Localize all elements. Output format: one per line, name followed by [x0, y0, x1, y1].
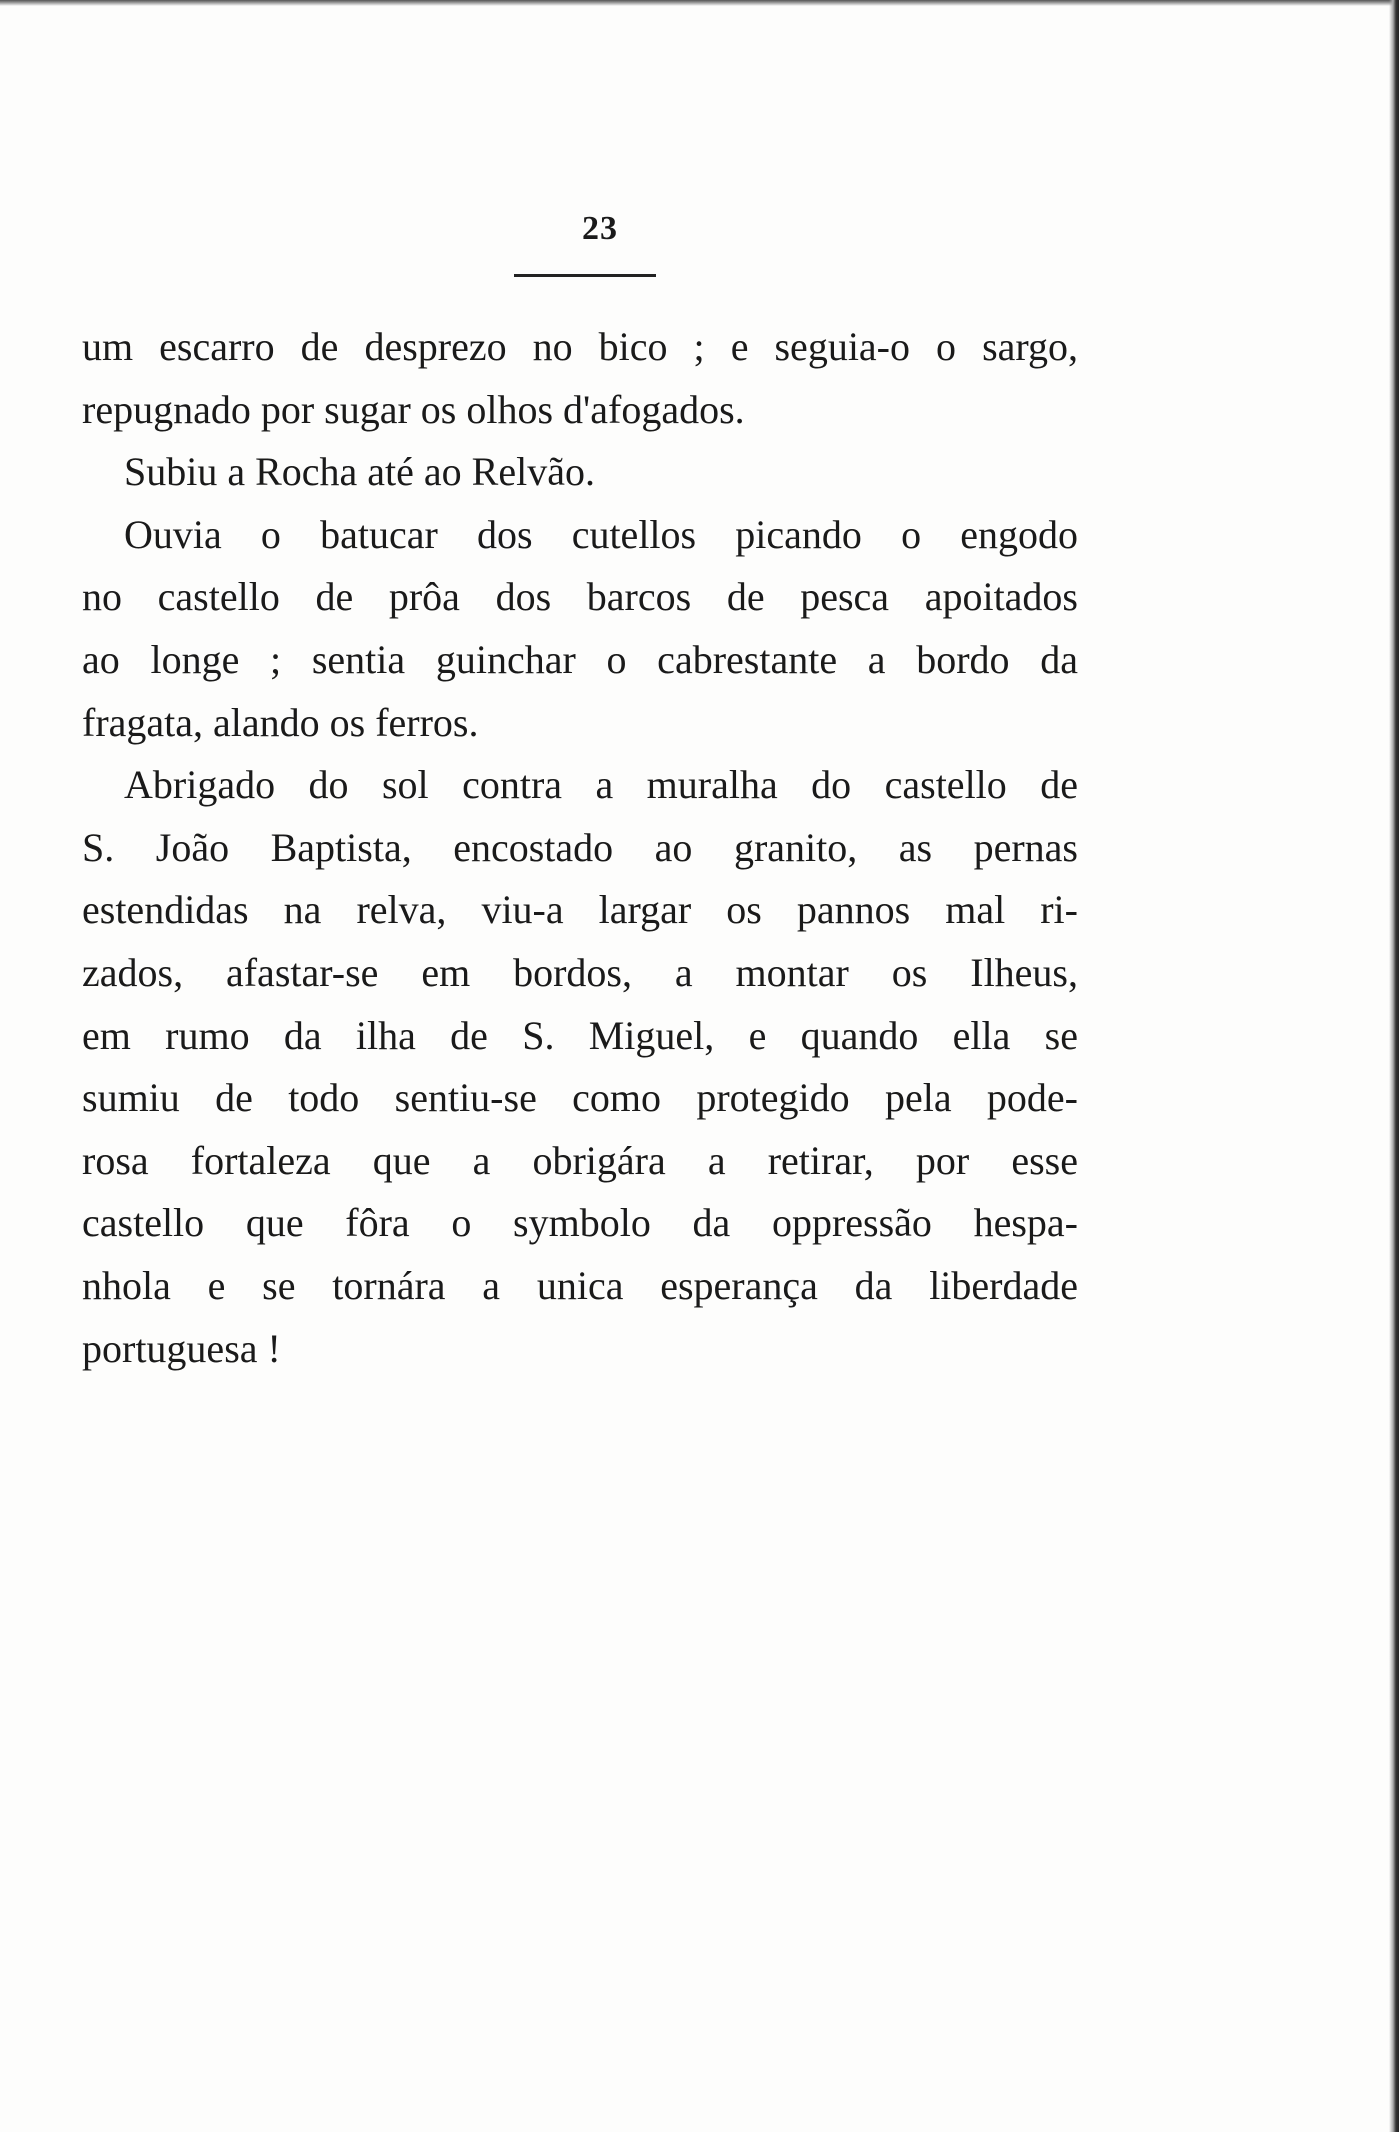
page-binding-edge [1389, 0, 1399, 2132]
paragraph [82, 754, 1078, 1380]
text-line: sumiu de todo sentiu-se como protegido pela pode- [82, 1075, 1078, 1121]
text-line: castello que fôra o symbolo da oppressão hespa- [82, 1200, 1078, 1246]
text-line: no castello de prôa dos barcos de pesca apoitados [82, 574, 1078, 620]
text-line: estendidas na relva, viu-a largar os pannos mal ri- [82, 887, 1078, 933]
text-line: repugnado por sugar os olhos d'afogados. [82, 386, 745, 432]
body-text [82, 316, 1078, 1380]
text-line: S. João Baptista, encostado ao granito, as pernas [82, 824, 1078, 870]
text-line: um escarro de desprezo no bico ; e seguia-o o sargo, [82, 324, 1078, 369]
text-line: nhola e se tornára a unica esperança da liberdade [82, 1262, 1078, 1308]
text-line: Abrigado do sol contra a muralha do castello de [124, 762, 1078, 808]
text-line: Subiu a Rocha até ao Relvão. [124, 449, 595, 495]
page-number: 23 [582, 210, 618, 247]
text-line: em rumo da ilha de S. Miguel, e quando ella se [82, 1012, 1078, 1058]
text-line: Ouvia o batucar dos cutellos picando o engodo [124, 511, 1078, 557]
paragraph [82, 504, 1078, 754]
text-line: fragata, alando os ferros. [82, 699, 479, 745]
page-number-rule [514, 274, 656, 277]
text-line: rosa fortaleza que a obrigára a retirar, por esse [82, 1137, 1078, 1183]
page-top-edge [0, 0, 1399, 6]
text-line: zados, afastar-se em bordos, a montar os Ilheus, [82, 949, 1078, 995]
text-line: ao longe ; sentia guinchar o cabrestante a bordo da [82, 636, 1078, 682]
text-line: portuguesa ! [82, 1325, 281, 1371]
paragraph [82, 441, 1078, 504]
paragraph-continuation [82, 316, 1078, 441]
